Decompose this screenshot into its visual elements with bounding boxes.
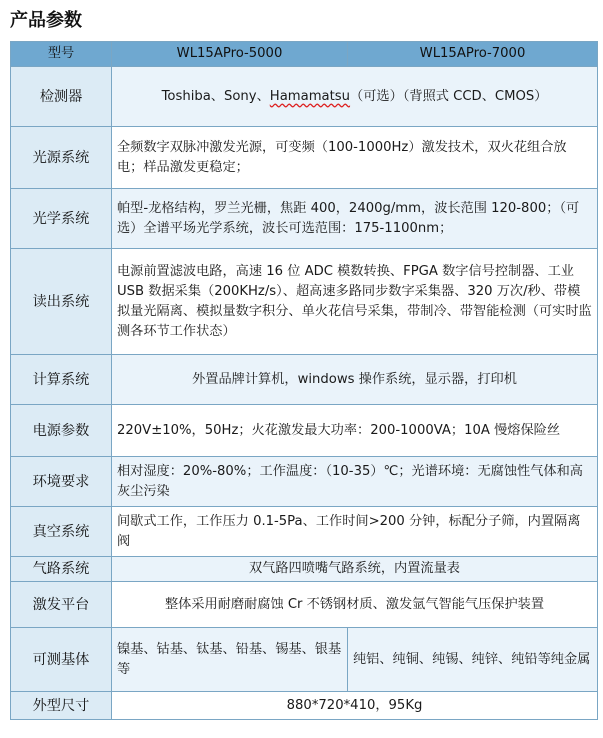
- row-label: 气路系统: [11, 557, 112, 582]
- row-value: 整体采用耐磨耐腐蚀 Cr 不锈钢材质、激发氩气智能气压保护装置: [112, 582, 598, 628]
- row-label: 检测器: [11, 67, 112, 127]
- row-detector: [11, 67, 598, 127]
- row-value: 双气路四喷嘴气路系统，内置流量表: [112, 557, 598, 582]
- row-label: 光学系统: [11, 189, 112, 249]
- row-label: 真空系统: [11, 507, 112, 557]
- row-gas: [11, 557, 598, 582]
- row-value: [112, 67, 598, 127]
- row-vacuum: [11, 507, 598, 557]
- row-value: 相对湿度：20%-80%；工作温度：（10-35）℃；光谱环境：无腐蚀性气体和高灰尘污染: [112, 457, 598, 507]
- header-label: 型号: [11, 42, 112, 67]
- row-light-source: [11, 127, 598, 189]
- row-value: 全频数字双脉冲激发光源，可变频（100-1000Hz）激发技术，双火花组合放电；样品激发更稳定；: [112, 127, 598, 189]
- row-label: 电源参数: [11, 405, 112, 457]
- page-title: 产品参数: [10, 10, 82, 31]
- row-label: 激发平台: [11, 582, 112, 628]
- row-optics: [11, 189, 598, 249]
- row-readout: [11, 249, 598, 355]
- header-row: [11, 42, 598, 67]
- row-excitation: [11, 582, 598, 628]
- header-model-b: WL15APro-7000: [348, 42, 598, 67]
- row-value-b: 纯铝、纯铜、纯锡、纯锌、纯铅等纯金属: [348, 628, 598, 692]
- row-label: 环境要求: [11, 457, 112, 507]
- row-value: 880*720*410，95Kg: [112, 692, 598, 720]
- row-label: 计算系统: [11, 355, 112, 405]
- row-label: 读出系统: [11, 249, 112, 355]
- row-label: 外型尺寸: [11, 692, 112, 720]
- row-value-a: 镍基、钴基、钛基、铅基、锡基、银基等: [112, 628, 348, 692]
- spec-table: [10, 41, 598, 720]
- row-dimensions: [11, 692, 598, 720]
- detector-text: Toshiba、Sony、: [161, 88, 270, 104]
- header-model-a: WL15APro-5000: [112, 42, 348, 67]
- detector-brand: Hamamatsu: [269, 88, 351, 104]
- row-label: 可测基体: [11, 628, 112, 692]
- row-value: 电源前置滤波电路，高速 16 位 ADC 模数转换、FPGA 数字信号控制器、工业 USB 数据采集（200KHz/s）、超高速多路同步数字采集器、320 万次/秒、带模拟量光隔离、模拟量数字积分、单火花信号采集，带制冷、带智能检测（可实时监测各环节工作状态）: [112, 249, 598, 355]
- row-power: [11, 405, 598, 457]
- row-matrix: [11, 628, 598, 692]
- row-value: 间歇式工作，工作压力 0.1-5Pa、工作时间>200 分钟，标配分子筛，内置隔离阀: [112, 507, 598, 557]
- row-value: 外置品牌计算机，windows 操作系统，显示器，打印机: [112, 355, 598, 405]
- row-value: 220V±10%，50Hz；火花激发最大功率：200-1000VA；10A 慢熔保险丝: [112, 405, 598, 457]
- row-computing: [11, 355, 598, 405]
- detector-text-tail: （可选）（背照式 CCD、CMOS）: [350, 88, 548, 104]
- row-label: 光源系统: [11, 127, 112, 189]
- row-value: 帕型-龙格结构，罗兰光栅，焦距 400，2400g/mm，波长范围 120-800；（可选）全谱平场光学系统，波长可选范围：175-1100nm；: [112, 189, 598, 249]
- row-environment: [11, 457, 598, 507]
